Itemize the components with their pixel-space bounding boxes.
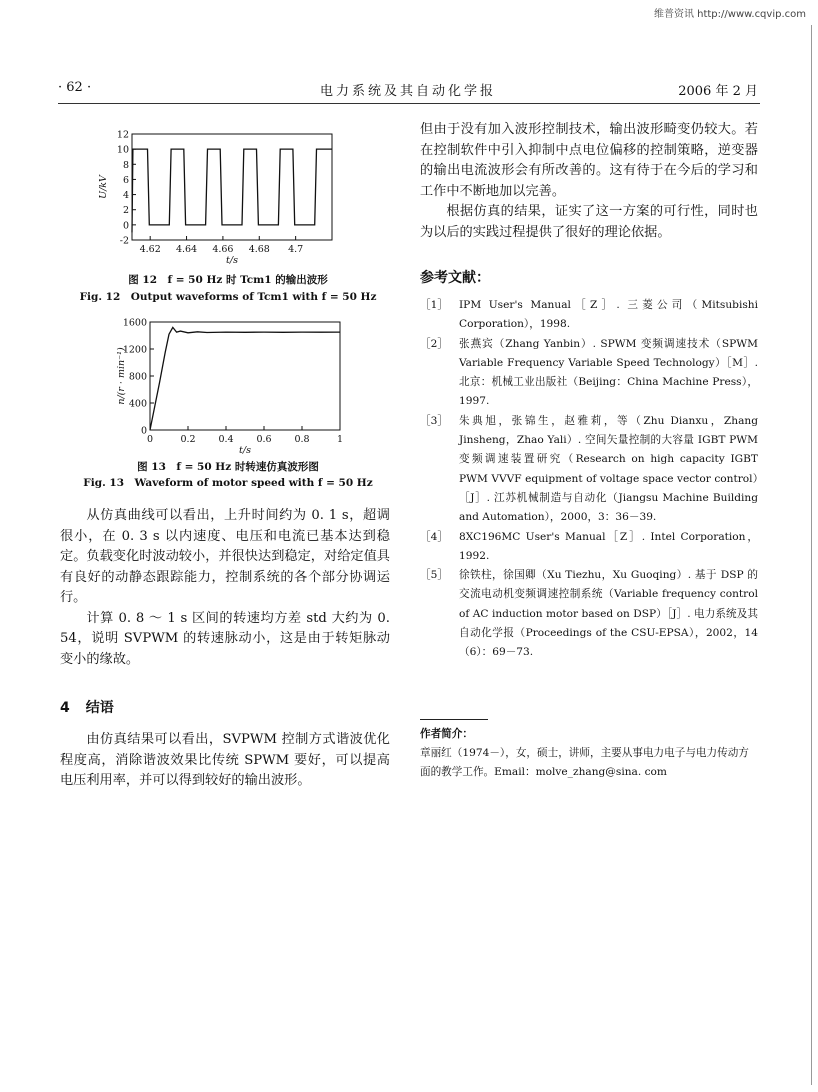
x-tick-label: 0.4 (218, 434, 234, 445)
author-note-text: 章丽红（1974－），女，硕士，讲师，主要从事电力电子与电力传动方面的教学工作。Email：molve_zhang@sina. com (420, 747, 749, 778)
left-body-text (60, 506, 390, 670)
page-number: · 62 · (58, 80, 92, 95)
header-rule (58, 103, 760, 104)
x-tick-label: 4.64 (175, 244, 198, 255)
reference-item: ［1］ IPM User's Manual［Z］. 三菱公司（Mitsubishi Corporation），1998. (420, 299, 758, 331)
figure-12-caption-cn: 图 12 f = 50 Hz 时 Tcm1 的输出波形 (128, 274, 328, 286)
figure-12-caption-en: Fig. 12 Output waveforms of Tcm1 with f = 50 Hz (79, 291, 377, 303)
series-line (132, 149, 332, 232)
reference-item: ［5］ 徐铁柱，徐国卿（Xu Tiezhu，Xu Guoqing）. 基于 DSP 的交流电动机变频调速控制系统（Variable frequency control of AC induction motor based on DSP）［J］. 电力系统及其自动化学报（Proceedings of the CSU-EPSA），2002，14（6）：69－73. (420, 569, 758, 659)
paragraph: 根据仿真的结果，证实了这一方案的可行性，同时也为以后的实践过程提供了很好的理论依据。 (420, 204, 758, 240)
section-heading (60, 697, 130, 717)
figure-12-chart (80, 128, 380, 268)
reference-list (420, 296, 758, 663)
page-edge-line (811, 25, 812, 1085)
figure-13-chart (80, 316, 380, 458)
y-tick-label: 8 (122, 159, 129, 171)
y-tick-label: 10 (116, 144, 129, 156)
reference-item: ［3］ 朱典旭，张锦生，赵雅莉，等（Zhu Dianxu，Zhang Jinsheng，Zhao Yali）. 空间矢量控制的大容量 IGBT PWM 变频调速装置研究（Research on high capacity IGBT PWM VVVF equipment of voltage space vector control）［J］. 江苏机械制造与自动化（Jiangsu Machine Building and Automation），2000，3：36－39. (420, 414, 758, 524)
y-tick-label: 4 (122, 190, 129, 202)
footnote-rule (420, 719, 488, 720)
y-axis-label: U/kV (98, 175, 109, 199)
x-axis-label: t/s (226, 255, 238, 266)
series-line (150, 327, 340, 430)
plot-frame (150, 322, 340, 430)
y-tick-label: 2 (122, 205, 129, 217)
y-tick-label: 6 (122, 174, 129, 186)
paragraph: 由仿真结果可以看出，SVPWM 控制方式谐波优化程度高，消除谐波效果比传统 SPWM 要好，可以提高电压利用率，并可以得到较好的输出波形。 (60, 732, 390, 788)
references-heading: 参考文献： (420, 270, 490, 286)
reference-item: ［2］ 张燕宾（Zhang Yanbin）. SPWM 变频调速技术（SPWM Variable Frequency Variable Speed Technology）［M］. 北京：机械工业出版社（Beijing：China Machine Press），1997. (420, 337, 758, 408)
figure-13-caption-en: Fig. 13 Waveform of motor speed with f = 50 Hz (83, 477, 373, 489)
issue-date: 2006 年 2 月 (678, 84, 758, 99)
x-tick-label: 4.7 (288, 244, 304, 255)
x-tick-label: 4.66 (212, 244, 234, 255)
paragraph: 从仿真曲线可以看出，上升时间约为 0. 1 s，超调很小，在 0. 3 s 以内速度、电压和电流已基本达到稳定。负载变化时波动较小，并很快达到稳定，对给定值具有良好的动静态跟踪能力，控制系统的各个部分协调运行。 (60, 508, 390, 605)
y-tick-label: 0 (122, 220, 129, 232)
y-tick-label: 0 (140, 425, 147, 437)
x-tick-label: 4.68 (248, 244, 270, 255)
x-tick-label: 1 (336, 434, 344, 445)
author-note-label: 作者简介： (420, 728, 473, 740)
y-tick-label: 400 (128, 398, 147, 410)
y-tick-label: -2 (119, 235, 129, 247)
x-axis-label: t/s (239, 445, 251, 456)
x-tick-label: 0 (146, 434, 154, 445)
watermark: 维普资讯 http://www.cqvip.com (653, 9, 806, 20)
reference-item: ［4］ 8XC196MC User's Manual［Z］. Intel Corporation，1992. (420, 530, 758, 562)
section-title: 结语 (85, 700, 114, 716)
journal-title: 电力系统及其自动化学报 (319, 84, 496, 99)
section-number: 4 (60, 700, 70, 716)
y-tick-label: 1600 (122, 317, 147, 329)
paragraph: 但由于没有加入波形控制技术，输出波形畸变仍较大。若在控制软件中引入抑制中点电位偏移的控制策略，逆变器的输出电流波形会有所改善的。这有待于在今后的学习和工作中不断地加以完善。 (420, 122, 758, 199)
x-tick-label: 0.6 (256, 434, 272, 445)
figure-13-caption-cn: 图 13 f = 50 Hz 时转速仿真波形图 (137, 461, 319, 473)
y-tick-label: 800 (128, 371, 147, 383)
conclusion-text (60, 730, 390, 792)
y-tick-label: 12 (116, 129, 129, 141)
x-tick-label: 0.2 (180, 434, 196, 445)
y-axis-label: n/(r · min⁻¹) (116, 347, 127, 405)
right-body-text (420, 120, 758, 243)
x-tick-label: 0.8 (294, 434, 310, 445)
plot-frame (132, 134, 332, 240)
x-tick-label: 4.62 (139, 244, 161, 255)
paragraph: 计算 0. 8 ～ 1 s 区间的转速均方差 std 大约为 0. 54，说明 SVPWM 的转速脉动小，这是由于转矩脉动变小的缘故。 (60, 610, 390, 667)
author-note (420, 725, 758, 782)
page-header (58, 80, 758, 102)
y-tick-label: 1200 (122, 344, 147, 356)
